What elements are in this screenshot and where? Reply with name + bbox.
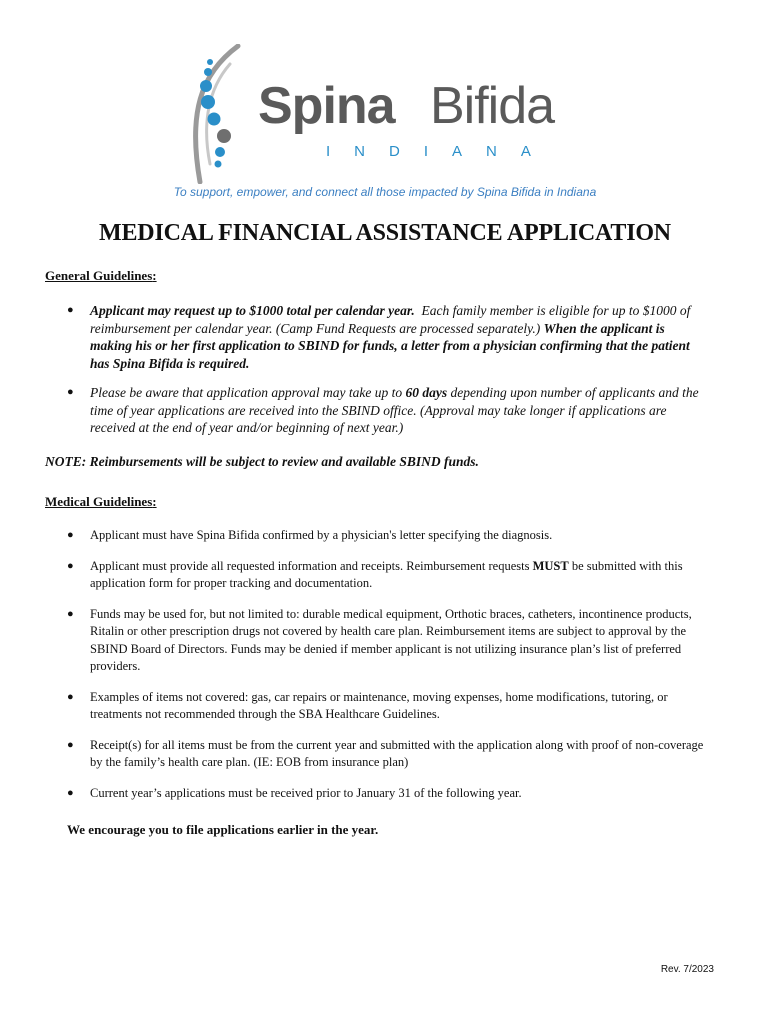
reimbursement-note: NOTE: Reimbursements will be subject to review and available SBIND funds. xyxy=(45,454,479,469)
list-item: ● Applicant must have Spina Bifida confirmed by a physician's letter specifying the diagnosis. xyxy=(68,527,710,545)
spine-icon xyxy=(180,44,270,184)
bullet-icon: ● xyxy=(67,607,74,620)
revision-label: Rev. 7/2023 xyxy=(660,964,714,975)
general-guidelines-heading: General Guidelines: xyxy=(45,268,157,283)
logo-wordmark-indiana: INDIANA xyxy=(326,143,555,160)
tagline: To support, empower, and connect all those impacted by Spina Bifida in Indiana xyxy=(173,185,597,199)
page-title: MEDICAL FINANCIAL ASSISTANCE APPLICATION xyxy=(99,220,671,246)
bullet-icon: ● xyxy=(67,559,74,572)
bullet-icon: ● xyxy=(67,304,74,316)
list-item: ● Applicant may request up to $1000 total per calendar year. Each family member is eligible for up to $1000 of reimbursement per calendar year. (Camp Fund Requests are processed separately.) When the applicant is making his or her first application to SBIND for funds, a letter from a physician confirming that the patient has Spina Bifida is required. xyxy=(67,303,691,371)
list-item: ● Examples of items not covered: gas, car repairs or maintenance, moving expenses, home modifications, tutoring, or treatments not recommended through the SBA Healthcare Guidelines. xyxy=(67,689,668,721)
logo-wordmark-spina: Spina xyxy=(258,77,395,135)
spina-bifida-indiana-logo xyxy=(180,44,600,184)
medical-guidelines-list xyxy=(68,527,710,815)
bullet-icon: ● xyxy=(67,529,74,541)
logo-wordmark-bifida: Bifida xyxy=(430,77,555,135)
general-guidelines-list xyxy=(68,302,710,449)
encourage-statement: We encourage you to file applications earlier in the year. xyxy=(67,822,379,837)
bullet-icon: ● xyxy=(67,786,74,799)
list-item: ● Applicant must provide all requested information and receipts. Reimbursement requests MUST be submitted with this application form for proper tracking and documentation. xyxy=(67,558,683,590)
list-item: ● Funds may be used for, but not limited to: durable medical equipment, Orthotic braces, catheters, incontinence products, Ritalin or other prescription drugs not covered by health care plan. Reimbursement items are subject to approval by the SBIND Board of Directors. Funds may be denied if member applicant is not utilizing insurance plan’s list of preferred providers. xyxy=(67,606,692,673)
bullet-icon: ● xyxy=(67,690,74,703)
list-item: ● Please be aware that application approval may take up to 60 days depending upon number of applicants and the time of year applications are received into the SBIND office. (Approval may take longer if applications are received at the end of year and/or beginning of next year.) xyxy=(67,385,699,435)
bullet-icon: ● xyxy=(67,738,74,751)
list-item: ● Current year’s applications must be received prior to January 31 of the following year. xyxy=(68,785,710,803)
list-item: ● Receipt(s) for all items must be from the current year and submitted with the application along with proof of non-coverage by the family’s health care plan. (IE: EOB from insurance plan) xyxy=(67,737,704,769)
bullet-icon: ● xyxy=(67,386,74,398)
medical-guidelines-heading: Medical Guidelines: xyxy=(45,494,157,509)
